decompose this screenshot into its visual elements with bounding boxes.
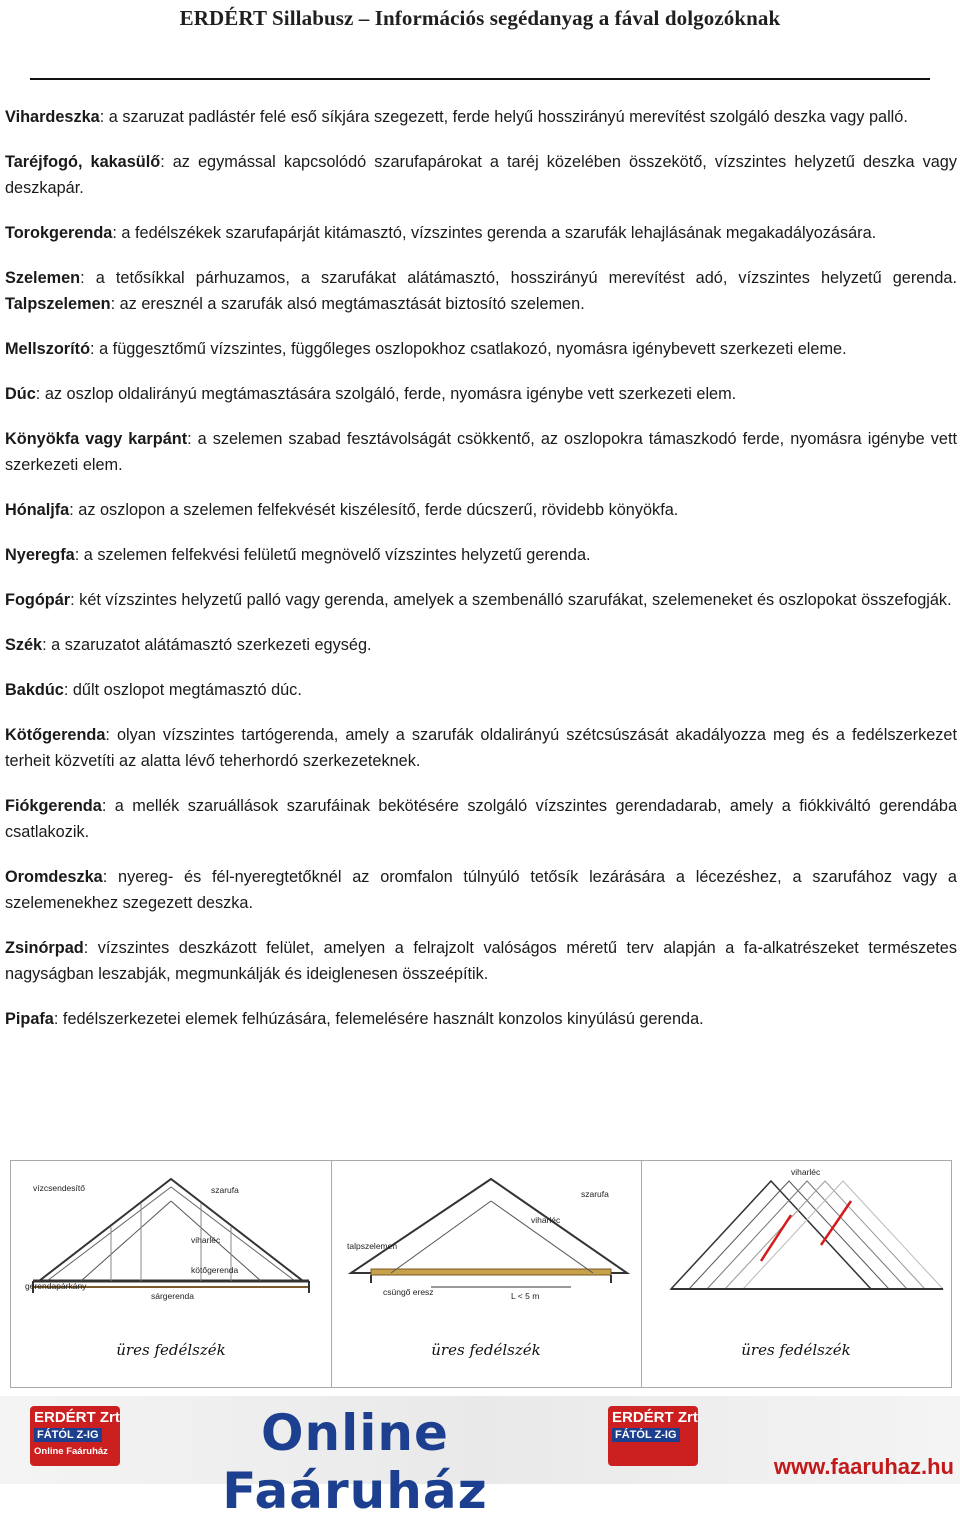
footer-title: Online Faáruház (222, 1404, 488, 1520)
definition-term: Hónaljfa (5, 501, 70, 519)
roof-truss-diagram-3 (641, 1161, 951, 1301)
definition-text: : a szaruzatot alátámasztó szerkezeti egység. (42, 636, 372, 654)
definition-term: Talpszelemen (5, 295, 111, 313)
figure-label: gerendapárkány (25, 1281, 87, 1291)
definition-item (5, 149, 957, 201)
definition-item (5, 793, 957, 845)
definition-term: Bakdúc (5, 681, 64, 699)
definition-item (5, 935, 957, 987)
definition-text: : a fedélszékek szarufapárját kitámasztó, vízszintes gerenda a szarufák lehajlásának megakadályozására. (112, 224, 877, 242)
figure-label: talpszelemen (347, 1241, 398, 1251)
definition-text: : az eresznél a szarufák alsó megtámasztását biztosító szelemen. (110, 295, 585, 313)
definition-text: : olyan vízszintes tartógerenda, amely a szarufák oldalirányú szétcsúszását akadályozza meg és a fedélszerkezet terheit közvetíti az alatta lévő teherhordó szerkezeteknek. (5, 726, 957, 770)
definition-term: Oromdeszka (5, 868, 103, 886)
definition-text: : dűlt oszlopot megtámasztó dúc. (63, 681, 302, 699)
definition-item (5, 864, 957, 916)
page-header (0, 0, 960, 80)
definition-term: Zsinórpad (5, 939, 84, 957)
definition-term: Mellszorító (5, 340, 91, 358)
header-rule (30, 78, 930, 80)
figure-label: kötőgerenda (191, 1265, 239, 1275)
definition-term: Fiókgerenda (5, 797, 102, 815)
logo-tagline: FÁTÓL Z-IG (612, 1428, 680, 1442)
definition-term: Fogópár (5, 591, 71, 609)
figure-cell (331, 1161, 642, 1387)
definition-item (5, 677, 957, 703)
page-title: ERDÉRT Sillabusz – Információs segédanyag a fával dolgozóknak (179, 6, 781, 30)
definition-text: : a tetősíkkal párhuzamos, a szarufákat alátámasztó, hosszirányú merevítést adó, vízszintes helyzetű gerenda. (80, 269, 957, 287)
definition-text: : az oszlop oldalirányú megtámasztására szolgáló, ferde, nyomásra igénybe vett szerkezeti elem. (35, 385, 737, 403)
definition-item (5, 1006, 957, 1032)
definition-text: : az egymással kapcsolódó szarufapárokat a taréj közelében összekötő, vízszintes helyzetű deszka vagy deszkapár. (5, 153, 957, 197)
figure-label: vízcsendesítő (33, 1183, 85, 1193)
definition-item (5, 220, 957, 246)
logo-shop: Online Faáruház (34, 1446, 108, 1457)
definition-term: Vihardeszka (5, 108, 100, 126)
figure-label: szarufa (211, 1185, 239, 1195)
erdert-logo (30, 1406, 120, 1466)
definition-item (5, 632, 957, 658)
definition-text: : a függesztőmű vízszintes, függőleges oszlopokhoz csatlakozó, nyomásra igénybevett szerkezeti eleme. (90, 340, 847, 358)
footer-banner (0, 1396, 960, 1520)
figure-label: viharléc (791, 1167, 821, 1177)
figure-caption: üres fedélszék (116, 1341, 226, 1359)
logo-brand: ERDÉRT Zrt (34, 1409, 120, 1426)
figure-label: sárgerenda (151, 1291, 195, 1301)
figure-label: viharléc (191, 1235, 221, 1245)
definition-item (5, 587, 957, 613)
figure-caption: üres fedélszék (431, 1341, 541, 1359)
definition-term: Könyökfa vagy karpánt (5, 430, 188, 448)
figure-label: szarufa (581, 1189, 609, 1199)
figure-caption: üres fedélszék (741, 1341, 851, 1359)
definition-item (5, 381, 957, 407)
footer-url-link[interactable]: www.faaruhaz.hu (773, 1454, 954, 1479)
definition-term: Torokgerenda (5, 224, 113, 242)
definition-text: : nyereg- és fél-nyeregtetőknél az oromfalon túlnyúló tetősík lezárására a lécezéshez, a szarufához vagy a szelemenekhez szegezett deszka. (5, 868, 957, 912)
definition-term: Taréjfogó, kakasülő (5, 153, 161, 171)
figure-label: L < 5 m (511, 1291, 540, 1301)
definition-item (5, 336, 957, 362)
erdert-logo (608, 1406, 698, 1466)
definition-term: Pipafa (5, 1010, 54, 1028)
definition-item (5, 265, 957, 317)
figure-cell (11, 1161, 332, 1387)
definition-text: : a szelemen szabad fesztávolságát csökkentő, az oszlopokra támaszkodó ferde, nyomásra igénybe vett szerkezeti elem. (5, 430, 957, 474)
roof-truss-diagram-1 (11, 1161, 331, 1301)
definition-item (5, 426, 957, 478)
definition-term: Dúc (5, 385, 36, 403)
definitions-list (5, 104, 957, 1032)
definition-term: Szék (5, 636, 43, 654)
definition-text: : fedélszerkezetei elemek felhúzására, felemelésére használt konzolos kinyúlású gerenda. (53, 1010, 704, 1028)
definition-text: : az oszlopon a szelemen felfekvését kiszélesítő, ferde dúcszerű, rövidebb könyökfa. (69, 501, 679, 519)
definition-text: : két vízszintes helyzetű palló vagy gerenda, amelyek a szembenálló szarufákat, szelemeneket és oszlopokat összefogják. (70, 591, 952, 609)
definition-item (5, 542, 957, 568)
logo-tagline: FÁTÓL Z-IG (34, 1428, 102, 1442)
definition-text: : a szaruzat padlástér felé eső síkjára szegezett, ferde helyű hosszirányú merevítést szolgáló deszka vagy palló. (99, 108, 908, 126)
logo-brand: ERDÉRT Zrt (612, 1409, 698, 1426)
figure-label: viharléc (531, 1215, 561, 1225)
figure-cell (641, 1161, 951, 1387)
definition-text: : a mellék szaruállások szarufáinak bekötésére szolgáló vízszintes gerendadarab, amely a fiókkiváltó gerendába csatlakozik. (5, 797, 957, 841)
definition-text: : a szelemen felfekvési felületű megnövelő vízszintes helyzetű gerenda. (74, 546, 591, 564)
definition-item (5, 497, 957, 523)
definition-text: : vízszintes deszkázott felület, amelyen a felrajzolt valóságos méretű terv alapján a fa-alkatrészeket természetes nagyságban leszabják, megmunkálják és ideiglenesen összeépítik. (5, 939, 957, 983)
definition-item (5, 722, 957, 774)
roof-truss-diagram-2 (331, 1161, 641, 1301)
figure-label: csüngő eresz (383, 1287, 434, 1297)
definition-term: Nyeregfa (5, 546, 75, 564)
figures-table (10, 1160, 952, 1388)
definition-term: Szelemen (5, 269, 81, 287)
definition-term: Kötőgerenda (5, 726, 106, 744)
definition-item (5, 104, 957, 130)
